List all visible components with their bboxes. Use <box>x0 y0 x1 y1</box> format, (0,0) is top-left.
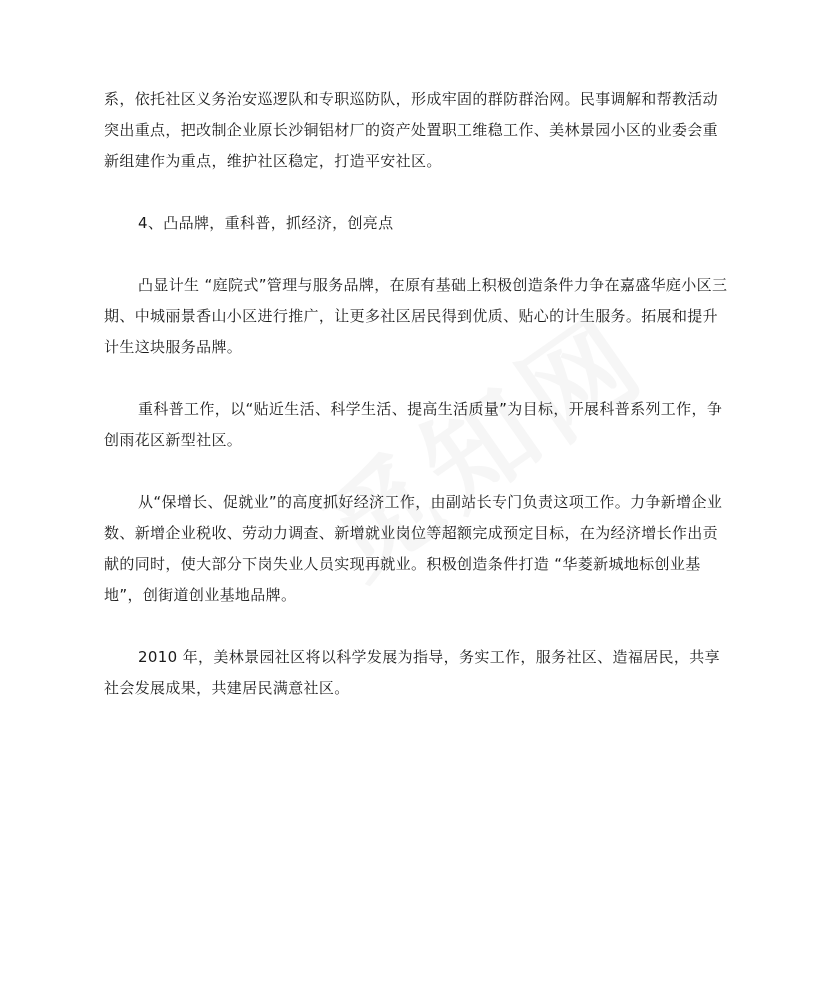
section-heading: 4、凸品牌，重科普，抓经济，创亮点 <box>138 214 394 232</box>
paragraph-science-popularization: 重科普工作，以“贴近生活、科学生活、提高生活质量”为目标，开展科普系列工作，争创雨花区新型社区。 <box>104 400 723 449</box>
paragraph-economy-employment: 从“保增长、促就业”的高度抓好经济工作，由副站长专门负责这项工作。力争新增企业数、新增企业税收、劳动力调查、新增就业岗位等超额完成预定目标，在为经济增长作出贡献的同时，使大部分下岗失业人员实现再就业。积极创造条件打造 “华菱新城地标创业基地”，创街道创业基地品牌。 <box>104 493 723 604</box>
document-body <box>104 84 728 704</box>
paragraph-2010-goals: 2010 年，美林景园社区将以科学发展为指导，务实工作，服务社区、造福居民，共享社会发展成果，共建居民满意社区。 <box>104 648 720 697</box>
paragraph-family-planning-brand: 凸显计生 “庭院式”管理与服务品牌，在原有基础上积极创造条件力争在嘉盛华庭小区三期、中城丽景香山小区进行推广，让更多社区居民得到优质、贴心的计生服务。拓展和提升计生这块服务品牌。 <box>104 276 728 356</box>
paragraph-continuation: 系，依托社区义务治安巡逻队和专职巡防队，形成牢固的群防群治网。民事调解和帮教活动突出重点，把改制企业原长沙铜铝材厂的资产处置职工维稳工作、美林景园小区的业委会重新组建作为重点，维护社区稳定，打造平安社区。 <box>104 90 719 170</box>
